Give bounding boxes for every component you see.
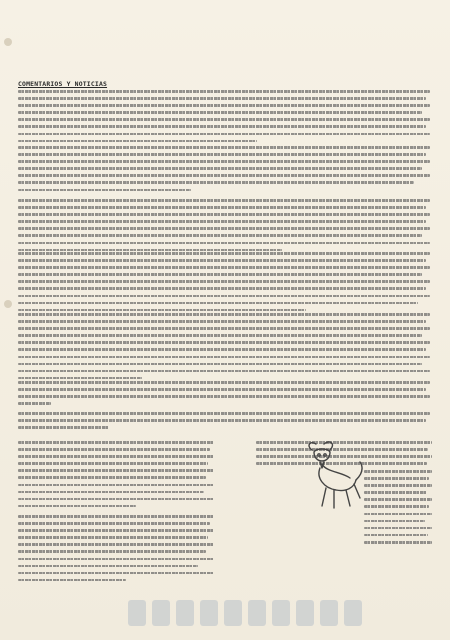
paragraph-5 bbox=[18, 313, 430, 384]
paragraph-8-right-narrow bbox=[364, 470, 432, 548]
paragraph-8-left-column bbox=[18, 441, 214, 512]
paragraph-3 bbox=[18, 199, 430, 256]
paragraph-7 bbox=[18, 412, 430, 433]
archive-watermark-logo bbox=[120, 596, 370, 630]
binder-hole bbox=[4, 300, 12, 308]
paragraph-9-left-column bbox=[18, 515, 214, 586]
section-heading: COMENTARIOS Y NOTICIAS bbox=[18, 80, 108, 88]
paragraph-4 bbox=[18, 252, 430, 316]
paragraph-1 bbox=[18, 90, 430, 147]
goat-doodle-icon bbox=[302, 438, 366, 514]
paragraph-2 bbox=[18, 146, 430, 196]
binder-hole bbox=[4, 38, 12, 46]
paragraph-6 bbox=[18, 381, 430, 409]
